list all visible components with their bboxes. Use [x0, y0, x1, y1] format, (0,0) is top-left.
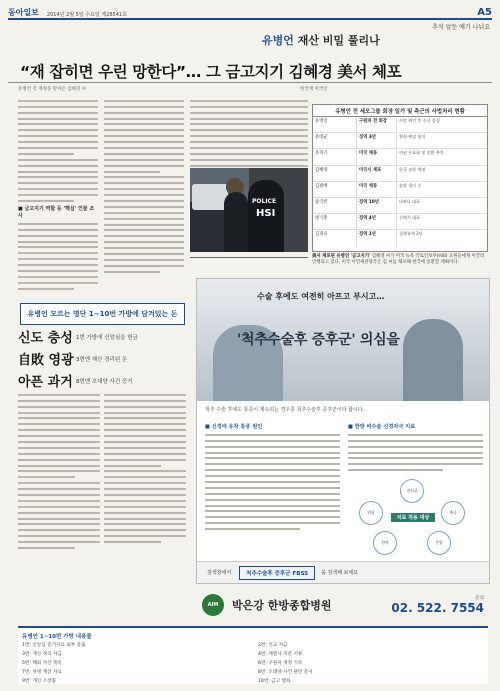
masthead — [8, 6, 492, 20]
table-cell-name: 유병언 — [313, 117, 357, 132]
list-item: 2번: 선교 자금 — [258, 643, 288, 648]
list-item: 5번: 해외 자산 목록 — [22, 661, 62, 666]
list-item: 6번: 구원파 재정 기록 — [258, 661, 303, 666]
table-cell-note: 여권 무효화 및 송환 추진 — [399, 150, 444, 156]
ad-intro-text: 척추 수술 후에도 통증이 계속되는 경우를 척추수술후 증후군이라 합니다. — [205, 407, 365, 413]
headline: “재 잡히면 우린 망한다”… 그 금고지기 김혜경 美서 체포 — [20, 63, 402, 81]
table-cell-note: 천해지 대표 — [399, 215, 421, 221]
article-column-2 — [104, 96, 184, 298]
table-cell-status: 미국 체류 — [357, 149, 397, 164]
article-column-4 — [18, 390, 100, 620]
article-column-1 — [18, 96, 98, 298]
ad-footer-after: 을 검색해 보세요 — [321, 570, 359, 576]
byline-left: 유병언 측 재정을 맡아온 김혜경 씨 — [18, 87, 87, 92]
table-cell-note: 횡령·배임 혐의 — [399, 134, 426, 140]
big-title-value: 3번엔 재산 정리된 돈 — [76, 356, 128, 363]
byline-right: 한국계 미국인 — [300, 87, 328, 92]
issue-date: 2014년 2월 5일 수요일 제28541호 — [46, 12, 127, 18]
list-item: 7번: 차명 재산 자료 — [22, 670, 62, 675]
table-row — [313, 117, 487, 133]
table-cell-name: 유대균 — [313, 133, 357, 148]
table-cell-name: 유혁기 — [313, 149, 357, 164]
table-row — [313, 230, 487, 246]
section-label: 추석 앞둔 예기 나눠요 — [432, 24, 490, 31]
hospital-contact — [196, 588, 490, 622]
table-cell-status: 징역 10년 — [357, 198, 397, 213]
bags-list — [22, 642, 484, 684]
series-title — [262, 32, 380, 48]
big-title-item — [18, 371, 190, 390]
table-cell-status: 구원파 전 회장 — [357, 117, 397, 132]
table-cell-note: 집행유예 2년 — [399, 231, 423, 237]
table-row — [313, 149, 487, 165]
big-title-key: 아픈 과거 — [18, 375, 73, 390]
big-title-value: 8번엔 오대양 사건 증거 — [76, 378, 133, 385]
big-title-value: 1번 가방에 신앙심을 헌금 — [76, 334, 138, 341]
ad-heading-right: ■ 한방 비수술 신경자극 치료 — [348, 424, 416, 430]
list-item: 3번: 재산 정리 자금 — [22, 652, 62, 657]
list-item: 8번: 오대양 사건 관련 문서 — [258, 670, 313, 675]
big-title-item — [18, 349, 190, 368]
series-title-prefix: 유병언 — [262, 34, 294, 47]
table-row — [313, 182, 487, 198]
table-cell-note: 송환 협의 중 — [399, 182, 422, 188]
bags-box-title: 유병언 모르는 명단 1~10번 가방에 담겨있는 돈 — [20, 303, 185, 325]
page-number: A5 — [477, 7, 492, 18]
police-label: POLICE — [252, 198, 277, 205]
big-titles — [18, 327, 190, 393]
ad-search-box[interactable]: 척추수술후 증후군 FBSS — [239, 566, 315, 580]
hospital-logo: AIM — [202, 594, 224, 616]
list-item: 9번: 개인 소장품 — [22, 679, 57, 684]
arrest-photo — [190, 168, 308, 252]
series-title-rest: 재산 비밀 풀리나 — [293, 34, 380, 47]
ad-footer-text: 검색창에서 — [207, 570, 232, 576]
hsi-label: HSI — [256, 208, 276, 219]
caption-text: 김혜경 씨가 미국 뉴욕 국토안보부(HSI) 요원들에게 이끌려 연행되고 있다. 미국 이민세관당국은 김 씨를 체포해 한국에 송환할 계획이다. — [312, 254, 485, 265]
table-row — [313, 166, 487, 182]
table-row — [313, 198, 487, 214]
table-cell-status: 미국 체류 — [357, 182, 397, 197]
table-cell-name: 송국빈 — [313, 198, 357, 213]
table-cell-status: 징역 1년 — [357, 230, 397, 246]
list-item: 1번: 신앙심 증거자료 외부 유출 — [22, 643, 86, 648]
hospital-phone-block — [391, 595, 484, 615]
ad-banner-image — [197, 279, 489, 401]
table-cell-status: 미국서 체포 — [357, 166, 397, 181]
phone-label: 문의 — [475, 596, 484, 601]
table-row — [313, 214, 487, 230]
newspaper-logo: 동아일보 — [8, 8, 39, 17]
table-cell-note: 사망 확인 후 수사 종결 — [399, 118, 440, 123]
big-title-key: 신도 충성 — [18, 331, 73, 346]
table-cell-status: 징역 4년 — [357, 214, 397, 229]
summary-table-title: 유병언 전 세모그룹 회장 일가 및 측근의 사법처리 현황 — [313, 105, 487, 117]
ad-heading-left: ■ 신경에 유착 통증 원인 — [205, 424, 263, 430]
ad-column-left — [205, 423, 340, 530]
list-item: 10번: 금고 열쇠 — [258, 679, 291, 684]
caption-bold: 美서 체포된 유병언 '금고지기' — [312, 254, 371, 259]
big-title-key: 自敗 영광 — [18, 353, 74, 368]
treatment-center-label: 치료 적용 대상 — [391, 513, 435, 522]
ad-title: '척추수술후 증후군' 의심을 — [237, 332, 400, 348]
phone-number[interactable]: 02. 522. 7554 — [391, 601, 484, 615]
treatment-circle: 약침 — [359, 501, 383, 525]
ad-search-footer — [197, 561, 489, 583]
bags-list-title: 유병언 1~10번 가방 내용물 — [22, 634, 92, 640]
table-cell-name: 김경숙 — [313, 230, 357, 246]
headline-rule — [8, 82, 492, 83]
article-column-5 — [104, 390, 186, 620]
big-title-item — [18, 327, 190, 346]
treatment-circle: 온열 — [427, 531, 451, 555]
table-row — [313, 133, 487, 149]
article-subhead-1: ■ 금고지기 역할 등 '핵심' 인물 조사 — [18, 206, 95, 220]
list-item: 4번: 계열사 지분 서류 — [258, 652, 303, 657]
treatment-diagram — [347, 479, 477, 555]
hospital-advertisement — [196, 278, 490, 584]
ad-subtitle: 수술 후에도 여전히 아프고 부시고… — [257, 292, 385, 301]
table-cell-name: 변기춘 — [313, 214, 357, 229]
bags-list-box — [18, 626, 488, 684]
table-cell-name: 김혜경 — [313, 166, 357, 181]
treatment-circle: 한약 — [373, 531, 397, 555]
ad-intro — [205, 407, 483, 414]
treatment-circle: 추나 — [441, 501, 465, 525]
table-cell-note: 한국 송환 예정 — [399, 166, 426, 172]
hospital-name: 박은강 한방종합병원 — [232, 599, 332, 612]
summary-table — [312, 104, 488, 252]
treatment-circle: 침치료 — [400, 479, 424, 503]
table-cell-status: 징역 3년 — [357, 133, 397, 148]
table-cell-name: 김필배 — [313, 182, 357, 197]
table-cell-note: 다판다 대표 — [399, 198, 421, 204]
photo-caption — [312, 254, 488, 266]
